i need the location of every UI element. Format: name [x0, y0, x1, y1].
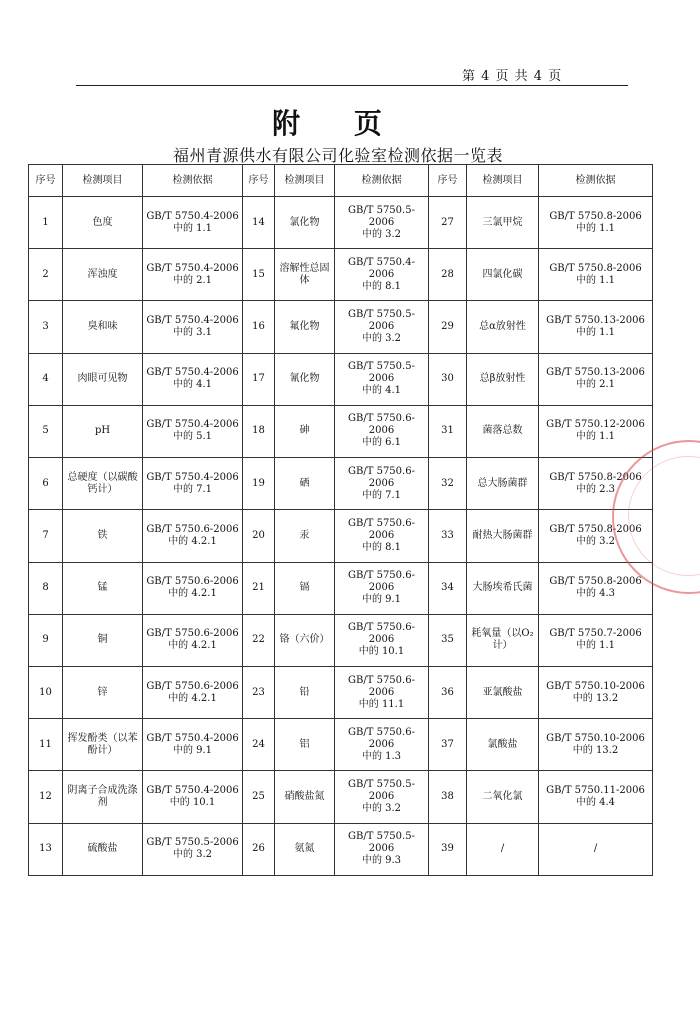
row-number: 17 [243, 353, 275, 405]
row-number: 1 [29, 197, 63, 249]
test-item: 臭和味 [63, 301, 143, 353]
test-basis [143, 197, 243, 249]
row-number: 20 [243, 510, 275, 562]
test-basis-line: GB/T 5750.8-2006 [549, 471, 642, 483]
test-item: 色度 [63, 197, 143, 249]
test-item: 总α放射性 [467, 301, 539, 353]
test-item: 铅 [275, 666, 335, 718]
test-basis-line: GB/T 5750.6-2006 [146, 680, 239, 692]
row-number: 25 [243, 771, 275, 823]
test-basis-line: GB/T 5750.4-2006 [146, 785, 239, 797]
test-basis-line: 中的 1.1 [172, 222, 213, 234]
test-basis-line: 中的 1.1 [575, 431, 616, 443]
test-basis [143, 823, 243, 875]
test-basis [335, 666, 429, 718]
test-basis-line: 中的 7.1 [361, 489, 402, 501]
test-item: 锌 [63, 666, 143, 718]
table-row [29, 666, 653, 718]
header-divider [76, 85, 628, 86]
test-basis-line: GB/T 5750.6-2006 [146, 576, 239, 588]
test-basis [539, 249, 653, 301]
test-basis-line: GB/T 5750.8-2006 [549, 262, 642, 274]
col-header-item: 检测项目 [467, 165, 539, 197]
test-basis [335, 771, 429, 823]
test-item: 硝酸盐氮 [275, 771, 335, 823]
test-basis-line: 中的 9.3 [361, 855, 402, 867]
test-basis-line: / [593, 843, 598, 855]
test-basis-line: 中的 4.1 [172, 379, 213, 391]
row-number: 19 [243, 458, 275, 510]
test-basis-line: GB/T 5750.4-2006 [348, 256, 415, 280]
test-basis-line: 中的 9.1 [361, 594, 402, 606]
test-basis [335, 719, 429, 771]
row-number: 7 [29, 510, 63, 562]
row-number: 2 [29, 249, 63, 301]
test-item: 砷 [275, 405, 335, 457]
row-number: 11 [29, 719, 63, 771]
test-basis-line: 中的 4.2.1 [168, 692, 217, 704]
row-number: 34 [429, 562, 467, 614]
test-basis [335, 510, 429, 562]
test-basis-line: GB/T 5750.7-2006 [549, 628, 642, 640]
test-item: 亚氯酸盐 [467, 666, 539, 718]
row-number: 15 [243, 249, 275, 301]
page-title: 附 页 [272, 107, 404, 140]
row-number: 31 [429, 405, 467, 457]
test-basis-line: GB/T 5750.5-2006 [348, 779, 415, 803]
test-item: 二氧化氯 [467, 771, 539, 823]
test-basis [143, 301, 243, 353]
test-basis-line: GB/T 5750.8-2006 [549, 523, 642, 535]
test-item: 溶解性总固体 [275, 249, 335, 301]
col-header-no: 序号 [429, 165, 467, 197]
row-number: 28 [429, 249, 467, 301]
test-basis-line: 中的 4.4 [575, 797, 616, 809]
test-basis-line: 中的 10.1 [169, 797, 216, 809]
test-item: 硫酸盐 [63, 823, 143, 875]
test-basis-line: GB/T 5750.6-2006 [348, 570, 415, 594]
col-header-no: 序号 [29, 165, 63, 197]
table-row [29, 719, 653, 771]
row-number: 18 [243, 405, 275, 457]
row-number: 30 [429, 353, 467, 405]
col-header-no: 序号 [243, 165, 275, 197]
test-item: 铬（六价） [275, 614, 335, 666]
test-basis [335, 353, 429, 405]
test-basis [335, 197, 429, 249]
test-basis [335, 405, 429, 457]
row-number: 38 [429, 771, 467, 823]
test-basis-line: GB/T 5750.8-2006 [549, 576, 642, 588]
test-basis-line: GB/T 5750.6-2006 [348, 465, 415, 489]
test-basis-line: 中的 4.2.1 [168, 535, 217, 547]
test-basis-line: 中的 11.1 [358, 698, 405, 710]
table-body [29, 197, 653, 876]
row-number: 3 [29, 301, 63, 353]
test-basis-line: 中的 8.1 [361, 280, 402, 292]
test-item: 氟化物 [275, 301, 335, 353]
test-basis-line: 中的 6.1 [361, 437, 402, 449]
test-basis-line: GB/T 5750.4-2006 [146, 367, 239, 379]
test-basis [143, 719, 243, 771]
test-basis-line: GB/T 5750.11-2006 [546, 785, 645, 797]
test-basis-line: 中的 10.1 [358, 646, 405, 658]
table-caption: 福州青源供水有限公司化验室检测依据一览表 [172, 146, 503, 165]
test-basis [143, 771, 243, 823]
test-basis-line: GB/T 5750.8-2006 [549, 210, 642, 222]
row-number: 16 [243, 301, 275, 353]
test-basis-line: 中的 2.1 [172, 274, 213, 286]
col-header-item: 检测项目 [275, 165, 335, 197]
table-row [29, 823, 653, 875]
test-basis-line: GB/T 5750.13-2006 [546, 315, 645, 327]
test-basis-line: 中的 3.2 [361, 228, 402, 240]
col-header-item: 检测项目 [63, 165, 143, 197]
test-basis [539, 614, 653, 666]
row-number: 29 [429, 301, 467, 353]
row-number: 6 [29, 458, 63, 510]
test-basis [539, 353, 653, 405]
page-number: 第 4 页 共 4 页 [462, 69, 563, 84]
test-basis [335, 301, 429, 353]
test-basis-line: GB/T 5750.6-2006 [146, 628, 239, 640]
test-basis-line: 中的 2.1 [575, 379, 616, 391]
testing-basis-table [28, 164, 653, 876]
row-number: 32 [429, 458, 467, 510]
test-basis-line: GB/T 5750.4-2006 [146, 210, 239, 222]
test-basis [143, 249, 243, 301]
row-number: 36 [429, 666, 467, 718]
test-item: 三氯甲烷 [467, 197, 539, 249]
test-basis-line: GB/T 5750.6-2006 [348, 413, 415, 437]
test-basis-line: GB/T 5750.4-2006 [146, 419, 239, 431]
test-basis-line: GB/T 5750.5-2006 [348, 204, 415, 228]
row-number: 24 [243, 719, 275, 771]
test-basis-line: GB/T 5750.4-2006 [146, 262, 239, 274]
test-basis [143, 458, 243, 510]
row-number: 26 [243, 823, 275, 875]
table-row [29, 458, 653, 510]
test-basis [539, 197, 653, 249]
test-basis [143, 562, 243, 614]
test-basis-line: GB/T 5750.6-2006 [146, 523, 239, 535]
test-basis-line: 中的 1.1 [575, 222, 616, 234]
test-item: pH [63, 405, 143, 457]
test-basis-line: 中的 13.2 [572, 744, 619, 756]
row-number: 5 [29, 405, 63, 457]
col-header-basis: 检测依据 [335, 165, 429, 197]
test-item: 总硬度（以碳酸钙计） [63, 458, 143, 510]
row-number: 33 [429, 510, 467, 562]
test-basis-line: 中的 3.2 [361, 333, 402, 345]
table-row [29, 562, 653, 614]
test-basis-line: 中的 3.2 [361, 803, 402, 815]
test-item: 菌落总数 [467, 405, 539, 457]
test-basis-line: 中的 13.2 [572, 692, 619, 704]
table-row [29, 197, 653, 249]
test-basis-line: GB/T 5750.12-2006 [546, 419, 645, 431]
test-basis-line: 中的 4.2.1 [168, 640, 217, 652]
test-basis [335, 249, 429, 301]
test-basis-line: 中的 1.3 [361, 750, 402, 762]
test-item: 总β放射性 [467, 353, 539, 405]
table-row [29, 301, 653, 353]
row-number: 21 [243, 562, 275, 614]
test-basis [539, 301, 653, 353]
row-number: 8 [29, 562, 63, 614]
test-basis [335, 823, 429, 875]
test-basis-line: GB/T 5750.6-2006 [348, 726, 415, 750]
test-item: 耗氧量（以O₂计） [467, 614, 539, 666]
test-basis-line: GB/T 5750.5-2006 [348, 831, 415, 855]
test-basis-line: GB/T 5750.13-2006 [546, 367, 645, 379]
row-number: 22 [243, 614, 275, 666]
test-item: 肉眼可见物 [63, 353, 143, 405]
test-basis [335, 614, 429, 666]
test-basis [335, 458, 429, 510]
table-row [29, 249, 653, 301]
row-number: 23 [243, 666, 275, 718]
table-row [29, 405, 653, 457]
row-number: 12 [29, 771, 63, 823]
test-item: 氯酸盐 [467, 719, 539, 771]
test-basis [143, 405, 243, 457]
test-item: 总大肠菌群 [467, 458, 539, 510]
test-basis-line: GB/T 5750.4-2006 [146, 732, 239, 744]
row-number: 13 [29, 823, 63, 875]
test-basis-line: 中的 9.1 [172, 744, 213, 756]
col-header-basis: 检测依据 [539, 165, 653, 197]
test-basis-line: 中的 4.2.1 [168, 588, 217, 600]
test-basis-line: GB/T 5750.5-2006 [146, 837, 239, 849]
test-item: 四氯化碳 [467, 249, 539, 301]
test-item: 铝 [275, 719, 335, 771]
row-number: 14 [243, 197, 275, 249]
test-basis [143, 614, 243, 666]
test-basis [335, 562, 429, 614]
test-item: 铜 [63, 614, 143, 666]
test-basis-line: GB/T 5750.4-2006 [146, 471, 239, 483]
test-basis-line: GB/T 5750.6-2006 [348, 674, 415, 698]
test-item: 汞 [275, 510, 335, 562]
test-basis [143, 353, 243, 405]
table-row [29, 510, 653, 562]
test-basis-line: 中的 3.1 [172, 327, 213, 339]
red-seal-inner-ring [628, 456, 700, 576]
test-item: 挥发酚类（以苯酚计） [63, 719, 143, 771]
test-basis-line: 中的 5.1 [172, 431, 213, 443]
row-number: 27 [429, 197, 467, 249]
test-basis-line: 中的 7.1 [172, 483, 213, 495]
row-number: 10 [29, 666, 63, 718]
test-basis-line: GB/T 5750.6-2006 [348, 517, 415, 541]
test-basis-line: 中的 4.1 [361, 385, 402, 397]
test-basis-line: 中的 1.1 [575, 640, 616, 652]
table-header-row [29, 165, 653, 197]
row-number: 35 [429, 614, 467, 666]
test-basis [539, 771, 653, 823]
test-item: 阴离子合成洗涤剂 [63, 771, 143, 823]
test-basis-line: GB/T 5750.6-2006 [348, 622, 415, 646]
test-basis [143, 666, 243, 718]
table-row [29, 771, 653, 823]
test-basis-line: 中的 4.3 [575, 588, 616, 600]
test-basis-line: 中的 8.1 [361, 541, 402, 553]
row-number: 4 [29, 353, 63, 405]
test-item: 耐热大肠菌群 [467, 510, 539, 562]
test-item: 硒 [275, 458, 335, 510]
test-basis-line: GB/T 5750.10-2006 [546, 732, 645, 744]
test-basis-line: GB/T 5750.5-2006 [348, 309, 415, 333]
test-basis-line: 中的 3.2 [575, 535, 616, 547]
test-basis [539, 666, 653, 718]
row-number: 37 [429, 719, 467, 771]
test-basis-line: GB/T 5750.10-2006 [546, 680, 645, 692]
test-item: / [467, 823, 539, 875]
test-item: 氰化物 [275, 353, 335, 405]
test-basis [539, 719, 653, 771]
test-item: 浑浊度 [63, 249, 143, 301]
test-basis-line: GB/T 5750.5-2006 [348, 361, 415, 385]
row-number: 9 [29, 614, 63, 666]
test-item: 氨氮 [275, 823, 335, 875]
test-basis-line: 中的 3.2 [172, 849, 213, 861]
test-basis [539, 823, 653, 875]
test-basis [539, 405, 653, 457]
test-item: 铁 [63, 510, 143, 562]
test-item: 镉 [275, 562, 335, 614]
table-row [29, 614, 653, 666]
col-header-basis: 检测依据 [143, 165, 243, 197]
test-basis [143, 510, 243, 562]
test-item: 氯化物 [275, 197, 335, 249]
table-row [29, 353, 653, 405]
test-basis-line: 中的 1.1 [575, 274, 616, 286]
test-basis-line: GB/T 5750.4-2006 [146, 315, 239, 327]
test-item: 锰 [63, 562, 143, 614]
row-number: 39 [429, 823, 467, 875]
test-basis-line: 中的 1.1 [575, 327, 616, 339]
test-item: 大肠埃希氏菌 [467, 562, 539, 614]
test-basis-line: 中的 2.3 [575, 483, 616, 495]
